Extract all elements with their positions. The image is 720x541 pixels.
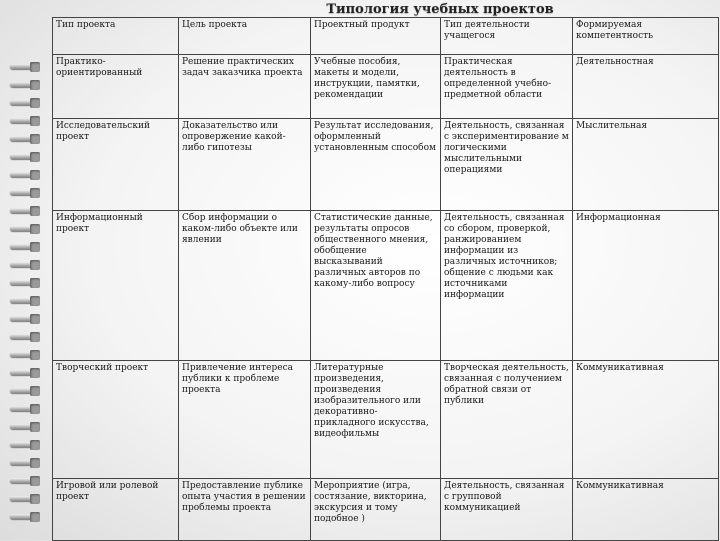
project-typology-table: [52, 17, 719, 541]
table-cell: Решение практических задач заказчика проекта: [179, 55, 311, 119]
table-cell: Деятельностная: [573, 55, 719, 119]
binder-ring: [8, 168, 44, 182]
binder-ring: [8, 438, 44, 452]
binder-ring: [8, 258, 44, 272]
table-row: [53, 211, 719, 361]
table-cell: Творческий проект: [53, 361, 179, 479]
table-cell: Привлечение интереса публики к проблеме проекта: [179, 361, 311, 479]
table-row: [53, 119, 719, 211]
table-cell: Игровой или ролевой проект: [53, 479, 179, 541]
binder-ring: [8, 294, 44, 308]
binder-ring: [8, 474, 44, 488]
table-cell: Информационный проект: [53, 211, 179, 361]
binder-ring: [8, 96, 44, 110]
binder-ring: [8, 204, 44, 218]
table-cell: Информационная: [573, 211, 719, 361]
table-cell: Деятельность, связанная с экспериментирование м логическими мыслительными операциями: [441, 119, 573, 211]
table-header-row: [53, 18, 719, 55]
table-row: [53, 479, 719, 541]
table-cell: Мероприятие (игра, состязание, викторина, экскурсия и тому подобное ): [311, 479, 441, 541]
binder-ring: [8, 456, 44, 470]
header-cell: Тип проекта: [53, 18, 179, 55]
binder-ring: [8, 222, 44, 236]
binder-ring: [8, 186, 44, 200]
binder-ring: [8, 402, 44, 416]
table-cell: Творческая деятельность, связанная с получением обратной связи от публики: [441, 361, 573, 479]
binder-ring: [8, 420, 44, 434]
table-cell: Коммуникативная: [573, 361, 719, 479]
header-cell: Формируемая компетентность: [573, 18, 719, 55]
page-title: Типология учебных проектов: [326, 2, 554, 17]
table-cell: Предоставление публике опыта участия в решении проблемы проекта: [179, 479, 311, 541]
table-cell: Литературные произведения, произведения изобразительного или декоративно-прикладного искусства, видеофильмы: [311, 361, 441, 479]
table-row: [53, 55, 719, 119]
header-cell: Тип деятельности учащегося: [441, 18, 573, 55]
binder-ring: [8, 60, 44, 74]
binder-ring: [8, 132, 44, 146]
binder-ring: [8, 510, 44, 524]
binder-ring: [8, 78, 44, 92]
table-cell: Коммуникативная: [573, 479, 719, 541]
table-cell: Учебные пособия, макеты и модели, инструкции, памятки, рекомендации: [311, 55, 441, 119]
table-cell: Практико-ориентированный: [53, 55, 179, 119]
table-cell: Статистические данные, результаты опросов общественного мнения, обобщение высказываний различных авторов по какому-либо вопросу: [311, 211, 441, 361]
binder-ring: [8, 330, 44, 344]
table-cell: Мыслительная: [573, 119, 719, 211]
table-row: [53, 361, 719, 479]
table-cell: Сбор информации о каком-либо объекте или явлении: [179, 211, 311, 361]
binder-ring: [8, 312, 44, 326]
binder-ring: [8, 240, 44, 254]
table-cell: Деятельность, связанная с групповой коммуникацией: [441, 479, 573, 541]
table-cell: Деятельность, связанная со сбором, проверкой, ранжированием информации из различных источников; общение с людьми как источниками информации: [441, 211, 573, 361]
table-cell: Результат исследования, оформленный установленным способом: [311, 119, 441, 211]
table-cell: Исследовательский проект: [53, 119, 179, 211]
header-cell: Цель проекта: [179, 18, 311, 55]
binder-ring: [8, 492, 44, 506]
binder-ring: [8, 366, 44, 380]
binder-ring: [8, 348, 44, 362]
binder-ring: [8, 276, 44, 290]
table-cell: Доказательство или опровержение какой-либо гипотезы: [179, 119, 311, 211]
header-cell: Проектный продукт: [311, 18, 441, 55]
binder-ring: [8, 384, 44, 398]
table-cell: Практическая деятельность в определенной учебно-предметной области: [441, 55, 573, 119]
binder-rings: [8, 60, 44, 530]
binder-ring: [8, 114, 44, 128]
binder-ring: [8, 150, 44, 164]
